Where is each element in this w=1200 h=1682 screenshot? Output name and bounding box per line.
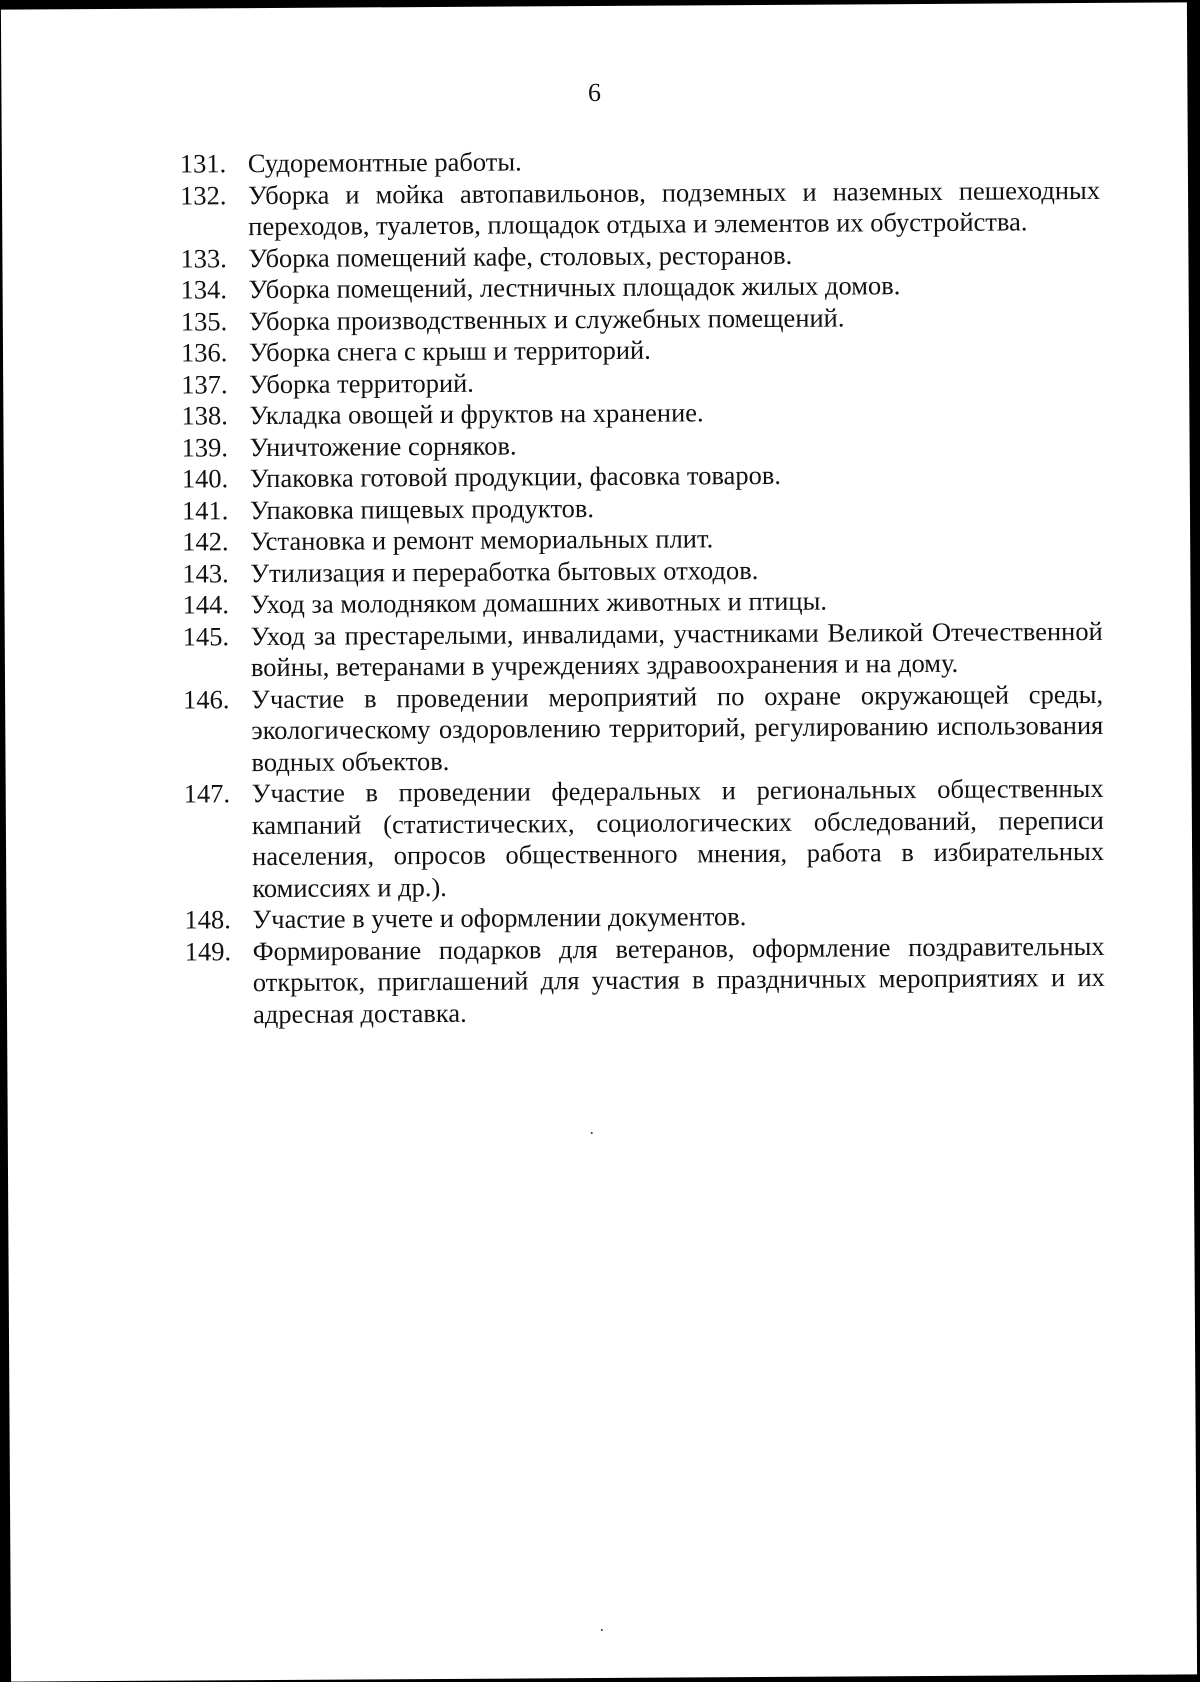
item-text: Уход за молодняком домашних животных и птицы. <box>250 585 828 620</box>
item-number: 133. <box>180 242 227 274</box>
item-number: 141. <box>181 494 229 526</box>
item-text: Уборка снега с крыш и территорий. <box>248 334 651 368</box>
item-text: Участие в проведении федеральных и региональных общественных кампаний (статистических, социологических обследований, переписи населения, опросов общественного мнения, работа в избирательных комиссиях и др.). <box>251 772 1105 903</box>
item-text: Утилизация и переработка бытовых отходов. <box>250 554 759 588</box>
item-number: 145. <box>182 620 230 652</box>
list-item <box>185 930 1106 1030</box>
scan-speck <box>601 1629 603 1631</box>
item-text: Формирование подарков для ветеранов, оформление поздравительных открыток, приглашений для участия в праздничных мероприятиях и их адресная доставка. <box>252 930 1105 1029</box>
numbered-list <box>180 143 1105 1031</box>
item-text: Установка и ремонт мемориальных плит. <box>250 523 714 557</box>
item-number: 142. <box>182 526 229 557</box>
item-text: Уничтожение сорняков. <box>249 429 517 462</box>
page-number: 6 <box>587 77 602 108</box>
item-number: 144. <box>182 589 230 620</box>
item-number: 148. <box>184 904 231 935</box>
item-number: 131. <box>179 148 227 179</box>
scan-speck <box>591 1132 593 1134</box>
list-item <box>183 678 1104 778</box>
item-number: 132. <box>179 179 227 211</box>
item-number: 134. <box>180 274 228 305</box>
item-number: 146. <box>183 683 230 715</box>
list-item <box>183 615 1103 684</box>
item-number: 139. <box>181 431 229 463</box>
item-text: Укладка овощей и фруктов на хранение. <box>249 397 704 431</box>
item-text: Упаковка пищевых продуктов. <box>249 492 595 525</box>
item-text: Участие в учете и оформлении документов. <box>252 901 747 935</box>
list-item <box>184 773 1105 905</box>
item-number: 143. <box>182 557 229 589</box>
item-text: Участие в проведении мероприятий по охране окружающей среды, экологическому оздоровлению территорий, регулированию использования водных объектов. <box>251 678 1104 777</box>
item-text: Уборка помещений кафе, столовых, ресторанов. <box>248 239 793 273</box>
item-number: 135. <box>180 305 228 337</box>
item-text: Упаковка готовой продукции, фасовка товаров. <box>249 459 782 494</box>
item-text: Судоремонтные работы. <box>247 146 522 179</box>
item-text: Уборка территорий. <box>249 367 474 399</box>
item-text: Уход за престарелыми, инвалидами, участниками Великой Отечественной войны, ветеранами в учреждениях здравоохранения и на дому. <box>250 615 1103 683</box>
item-number: 136. <box>180 337 228 368</box>
item-number: 147. <box>183 778 231 809</box>
item-text: Уборка и мойка автопавильонов, подземных и наземных пешеходных переходов, туалетов, площадок отдыха и элементов их обустройства. <box>247 174 1101 242</box>
item-number: 138. <box>181 400 228 431</box>
item-text: Уборка производственных и служебных помещений. <box>248 301 845 336</box>
list-item <box>180 174 1100 243</box>
item-number: 140. <box>181 463 229 494</box>
item-text: Уборка помещений, лестничных площадок жилых домов. <box>248 270 901 305</box>
item-number: 149. <box>184 935 232 967</box>
paper-sheet <box>1 2 1197 1681</box>
item-number: 137. <box>181 368 228 400</box>
